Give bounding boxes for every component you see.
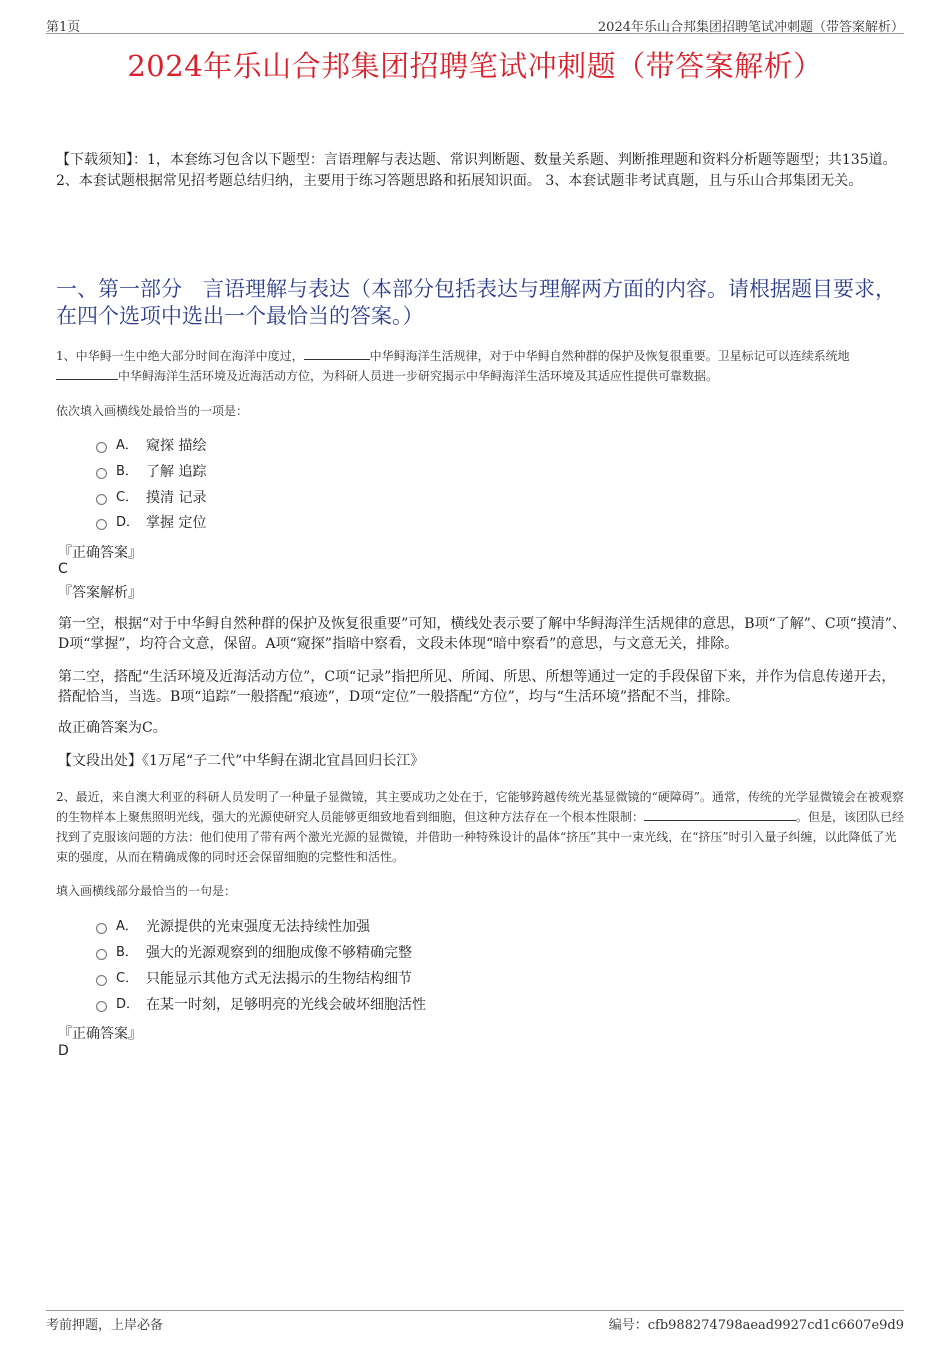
question-2-prompt: 填入画横线部分最恰当的一句是： [56, 884, 237, 898]
option-text: 掌握 定位 [146, 515, 207, 531]
question-2-option-b[interactable] [96, 943, 412, 963]
option-letter: B． [116, 464, 138, 479]
question-1-stem [56, 346, 906, 386]
footer-divider [46, 1310, 904, 1311]
option-text: 在某一时刻，足够明亮的光线会破坏细胞活性 [146, 997, 426, 1013]
option-letter: C． [116, 971, 139, 986]
section-title: 一、第一部分 言语理解与表达（本部分包括表达与理解两方面的内容。请根据题目要求，在四个选项中选出一个最恰当的答案。） [56, 277, 896, 328]
question-1-option-a[interactable] [96, 436, 206, 456]
question-1-conclusion: 故正确答案为C。 [58, 720, 167, 736]
question-1-text-c: 中华鲟海洋生活环境及近海活动方位，为科研人员进一步研究揭示中华鲟海洋生活环境及其适应性提供可靠数据。 [118, 369, 719, 383]
radio-icon[interactable] [96, 468, 107, 479]
page-title: 2024年乐山合邦集团招聘笔试冲刺题（带答案解析） [127, 49, 823, 83]
question-1-analysis-label: 『答案解析』 [58, 585, 142, 601]
option-letter: C． [116, 490, 139, 505]
question-2-option-d[interactable] [96, 995, 426, 1015]
option-letter: B． [116, 945, 138, 960]
option-letter: A． [116, 438, 138, 453]
option-text: 窥探 描绘 [146, 438, 207, 454]
option-letter: D． [116, 515, 140, 530]
header-divider [46, 33, 904, 34]
radio-icon[interactable] [96, 442, 107, 453]
question-2-text-a: 2、最近，来自澳大利亚的科研人员发明了一种量子显微镜，其主要成功之处在于，它能够跨越传统光基显微镜的“硬障碍”。通常，传统的光学显微镜会在被观察的生物样本上聚焦照明光线，强大的光源使研究人员能够更细致地看到细胞，但这种方法存在一个根本性限制： [56, 790, 904, 824]
question-2-blank [644, 808, 796, 821]
question-1-source: 【文段出处】《1万尾“子二代”中华鲟在湖北宜昌回归长江》 [58, 753, 425, 769]
radio-icon[interactable] [96, 949, 107, 960]
question-2-stem [56, 787, 906, 867]
radio-icon[interactable] [96, 519, 107, 530]
question-2-text-b: 。但是，该团队已经找到了克服该问题的方法：他们使用了带有两个激光光源的显微镜，并借助一种特殊设计的晶体“挤压”其中一束光线，在“挤压”时引入量子纠缠，以此降低了光束的强度，从而在精确成像的同时还会保留细胞的完整性和活性。 [56, 810, 905, 864]
question-1-prompt: 依次填入画横线处最恰当的一项是： [56, 404, 249, 418]
option-letter: D． [116, 997, 140, 1012]
question-2-option-c[interactable] [96, 969, 412, 989]
option-text: 光源提供的光束强度无法持续性加强 [146, 919, 370, 935]
page-number: 第1页 [46, 20, 81, 35]
question-1-answer-label: 『正确答案』 [58, 545, 142, 561]
question-1-blank-1 [304, 347, 370, 360]
footer-slogan: 考前押题，上岸必备 [46, 1318, 164, 1333]
question-1-option-c[interactable] [96, 488, 206, 508]
radio-icon[interactable] [96, 975, 107, 986]
question-1-option-d[interactable] [96, 513, 206, 533]
radio-icon[interactable] [96, 923, 107, 934]
header-doc-title: 2024年乐山合邦集团招聘笔试冲刺题（带答案解析） [597, 20, 904, 35]
question-1-option-b[interactable] [96, 462, 206, 482]
question-2-answer-label: 『正确答案』 [58, 1026, 142, 1042]
question-1-analysis-1: 第一空，根据“对于中华鲟自然种群的保护及恢复很重要”可知，横线处表示要了解中华鲟海洋生活规律的意思，B项“了解”、C项“摸清”、D项“掌握”，均符合文意，保留。A项“窥探”指暗中察看，文段未体现“暗中察看”的意思，与文意无关，排除。 [58, 616, 906, 652]
question-1-analysis-2: 第二空，搭配“生活环境及近海活动方位”，C项“记录”指把所见、所闻、所思、所想等通过一定的手段保留下来，并作为信息传递开去，搭配恰当，当选。B项“追踪”一般搭配“痕迹”，D项“定位”一般搭配“方位”，均与“生活环境”搭配不当，排除。 [58, 669, 896, 705]
question-2-answer: D [58, 1043, 69, 1059]
option-letter: A． [116, 919, 138, 934]
question-1-text-a: 1、中华鲟一生中绝大部分时间在海洋中度过， [56, 349, 304, 363]
option-text: 了解 追踪 [146, 464, 207, 480]
question-1-text-b: 中华鲟海洋生活规律，对于中华鲟自然种群的保护及恢复很重要。卫星标记可以连续系统地 [369, 349, 850, 363]
option-text: 只能显示其他方式无法揭示的生物结构细节 [146, 971, 412, 987]
download-notice: 【下载须知】：1，本套练习包含以下题型：言语理解与表达题、常识判断题、数量关系题、判断推理题和资料分析题等题型；共135道。 2、本套试题根据常见招考题总结归纳，主要用于练习答题思路和拓展知识面。 3、本套试题非考试真题，且与乐山合邦集团无关。 [56, 152, 897, 189]
question-1-blank-2 [56, 367, 118, 380]
question-2-option-a[interactable] [96, 917, 370, 937]
radio-icon[interactable] [96, 494, 107, 505]
option-text: 强大的光源观察到的细胞成像不够精确完整 [146, 945, 412, 961]
option-text: 摸清 记录 [146, 490, 207, 506]
footer-serial: 编号：cfb988274798aead9927cd1c6607e9d9 [608, 1318, 904, 1333]
question-1-answer: C [58, 561, 68, 577]
radio-icon[interactable] [96, 1001, 107, 1012]
